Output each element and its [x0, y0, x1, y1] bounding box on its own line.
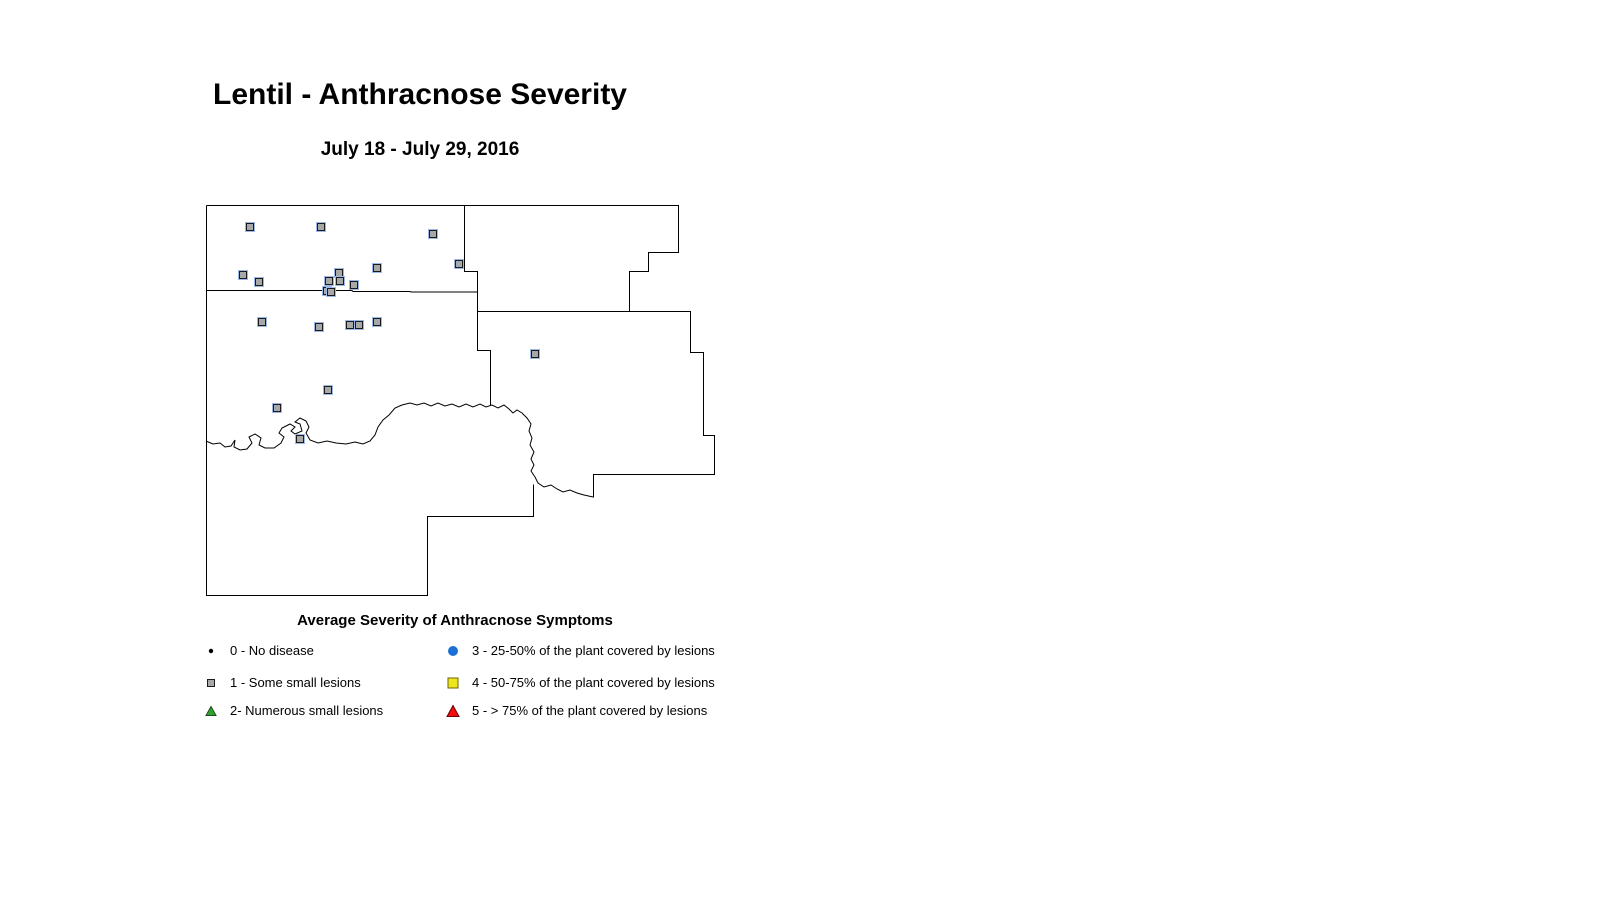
map-point	[325, 387, 332, 394]
legend-title: Average Severity of Anthracnose Symptoms	[297, 612, 613, 629]
map-point	[247, 224, 254, 231]
severity-0-dot-icon	[203, 643, 219, 659]
severity-4-square-icon	[445, 675, 461, 691]
legend-label: 5 - > 75% of the plant covered by lesions	[472, 703, 708, 718]
district-boundary-north	[465, 206, 478, 312]
map-point	[316, 324, 323, 331]
map-point	[456, 261, 463, 268]
legend-label: 1 - Some small lesions	[230, 675, 361, 690]
map-point	[328, 289, 335, 296]
map-point	[240, 272, 247, 279]
map-point	[259, 319, 266, 326]
severity-2-triangle-icon	[203, 703, 219, 719]
legend-item	[445, 675, 715, 691]
severity-map	[200, 200, 720, 600]
legend-item	[445, 643, 715, 659]
severity-1-square-icon	[203, 675, 219, 691]
map-point	[337, 278, 344, 285]
legend-label: 4 - 50-75% of the plant covered by lesions	[472, 675, 715, 690]
map-point	[297, 436, 304, 443]
map-point	[274, 405, 281, 412]
legend-item	[203, 703, 383, 719]
page-title: Lentil - Anthracnose Severity	[213, 78, 627, 111]
map-point	[347, 322, 354, 329]
map-point	[374, 319, 381, 326]
legend-label: 0 - No disease	[230, 643, 314, 658]
map-point	[326, 278, 333, 285]
map-point	[336, 270, 343, 277]
legend-label: 2- Numerous small lesions	[230, 703, 384, 718]
page-subtitle: July 18 - July 29, 2016	[320, 139, 520, 160]
map-point	[318, 224, 325, 231]
district-boundary-south	[478, 312, 491, 406]
map-point	[351, 282, 358, 289]
legend-item	[203, 675, 361, 691]
map-point	[356, 322, 363, 329]
district-boundary-west	[207, 291, 478, 293]
river-boundary	[206, 403, 593, 497]
map-point	[430, 231, 437, 238]
map-points	[239, 223, 540, 444]
legend-label: 3 - 25-50% of the plant covered by lesions	[472, 643, 715, 658]
map-point	[532, 351, 539, 358]
severity-5-triangle-icon	[445, 703, 461, 719]
legend-item	[445, 703, 707, 719]
severity-3-circle-icon	[445, 643, 461, 659]
map-point	[256, 279, 263, 286]
map-point	[374, 265, 381, 272]
legend-item	[203, 643, 314, 659]
